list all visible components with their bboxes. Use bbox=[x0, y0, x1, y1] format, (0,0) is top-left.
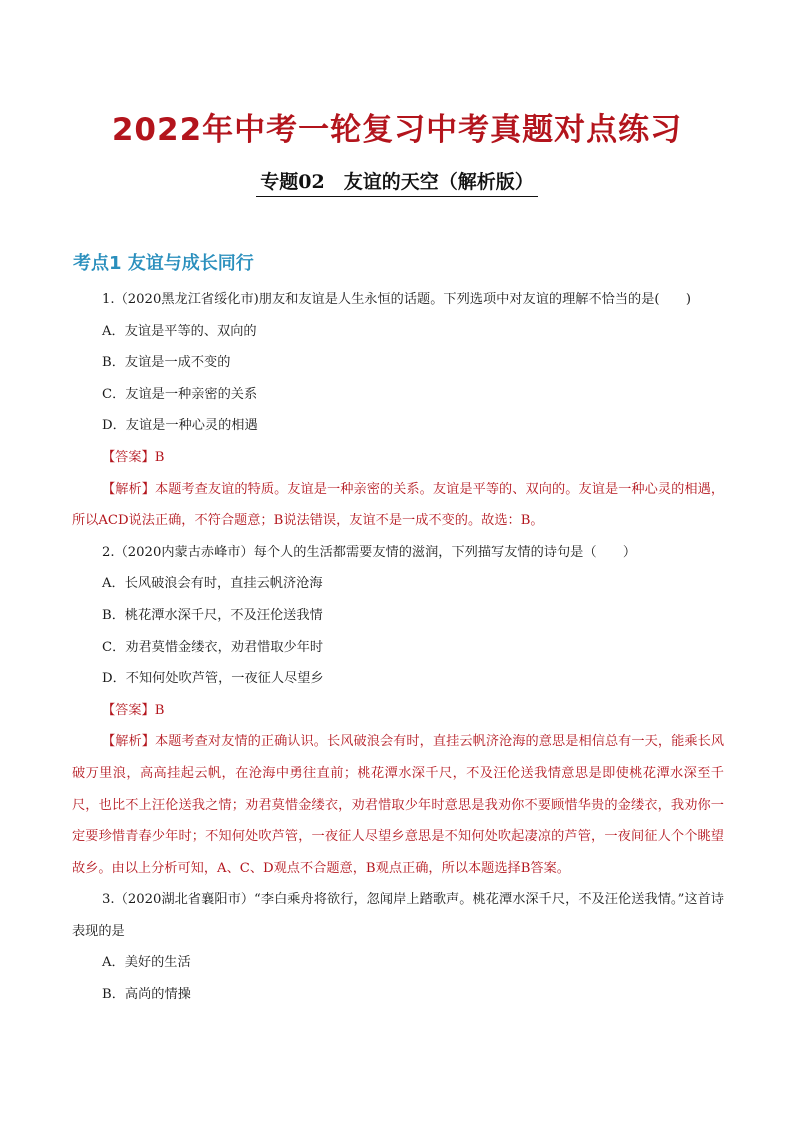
section-heading: 考点1 友谊与成长同行 bbox=[73, 253, 254, 274]
document-subtitle bbox=[0, 167, 794, 197]
analysis-tag: 【解析】 bbox=[102, 734, 155, 750]
analysis-paragraph bbox=[72, 726, 724, 884]
option-b: B．友谊是一成不变的 bbox=[102, 355, 231, 371]
option-b: B．高尚的情操 bbox=[102, 987, 191, 1003]
option-c: C．劝君莫惜金缕衣，劝君惜取少年时 bbox=[102, 639, 324, 655]
answer-line bbox=[72, 442, 724, 474]
option-d: D．不知何处吹芦管，一夜征人尽望乡 bbox=[102, 671, 324, 687]
analysis-text: 本题考查友谊的特质。友谊是一种亲密的关系。友谊是平等的、双向的。友谊是一种心灵的相遇，所以ACD说法正确，不符合题意；B说法错误，友谊不是一成不变的。故选：B。 bbox=[72, 481, 725, 529]
answer-tag: 【答案】 bbox=[102, 449, 155, 465]
question-stem: 1.（2020黑龙江省绥化市)朋友和友谊是人生永恒的话题。下列选项中对友谊的理解不恰当的是( ) bbox=[102, 292, 692, 307]
answer-tag: 【答案】 bbox=[102, 702, 155, 718]
question-stem: 2.（2020内蒙古赤峰市）每个人的生活都需要友情的滋润，下列描写友情的诗句是（ ） bbox=[102, 544, 637, 560]
option-d: D．友谊是一种心灵的相遇 bbox=[102, 418, 258, 434]
question-stem: 3.（2020湖北省襄阳市）“李白乘舟将欲行，忽闻岸上踏歌声。桃花潭水深千尺，不及汪伦送我情。”这首诗表现的是 bbox=[72, 892, 724, 939]
option-c: C．友谊是一种亲密的关系 bbox=[102, 386, 258, 402]
analysis-tag: 【解析】 bbox=[102, 481, 155, 497]
document-body bbox=[72, 284, 724, 1011]
analysis-paragraph bbox=[72, 474, 724, 537]
answer-line bbox=[72, 695, 724, 727]
option-a: A．长风破浪会有时，直挂云帆济沧海 bbox=[102, 576, 323, 592]
answer-value: B bbox=[154, 449, 165, 465]
analysis-text: 本题考查对友情的正确认识。长风破浪会有时，直挂云帆济沧海的意思是相信总有一天，能乘长风破万里浪，高高挂起云帆，在沧海中勇往直前；桃花潭水深千尺，不及汪伦送我情意思是即使桃花潭水深至千尺，也比不上汪伦送我之情；劝君莫惜金缕衣，劝君惜取少年时意思是我劝你不要顾惜华贵的金缕衣，我劝你一定要珍惜青春少年时；不知何处吹芦管，一夜征人尽望乡意思是不知何处吹起凄凉的芦管，一夜间征人个个眺望故乡。由以上分析可知，A、C、D观点不合题意，B观点正确，所以本题选择B答案。 bbox=[72, 734, 725, 876]
answer-value: B bbox=[154, 702, 165, 718]
option-b: B．桃花潭水深千尺，不及汪伦送我情 bbox=[102, 607, 323, 623]
document-title: 2022年中考一轮复习中考真题对点练习 bbox=[111, 112, 683, 148]
option-a: A．友谊是平等的、双向的 bbox=[102, 323, 257, 339]
option-a: A．美好的生活 bbox=[102, 955, 191, 971]
subtitle-text: 专题02 友谊的天空（解析版） bbox=[256, 167, 537, 197]
